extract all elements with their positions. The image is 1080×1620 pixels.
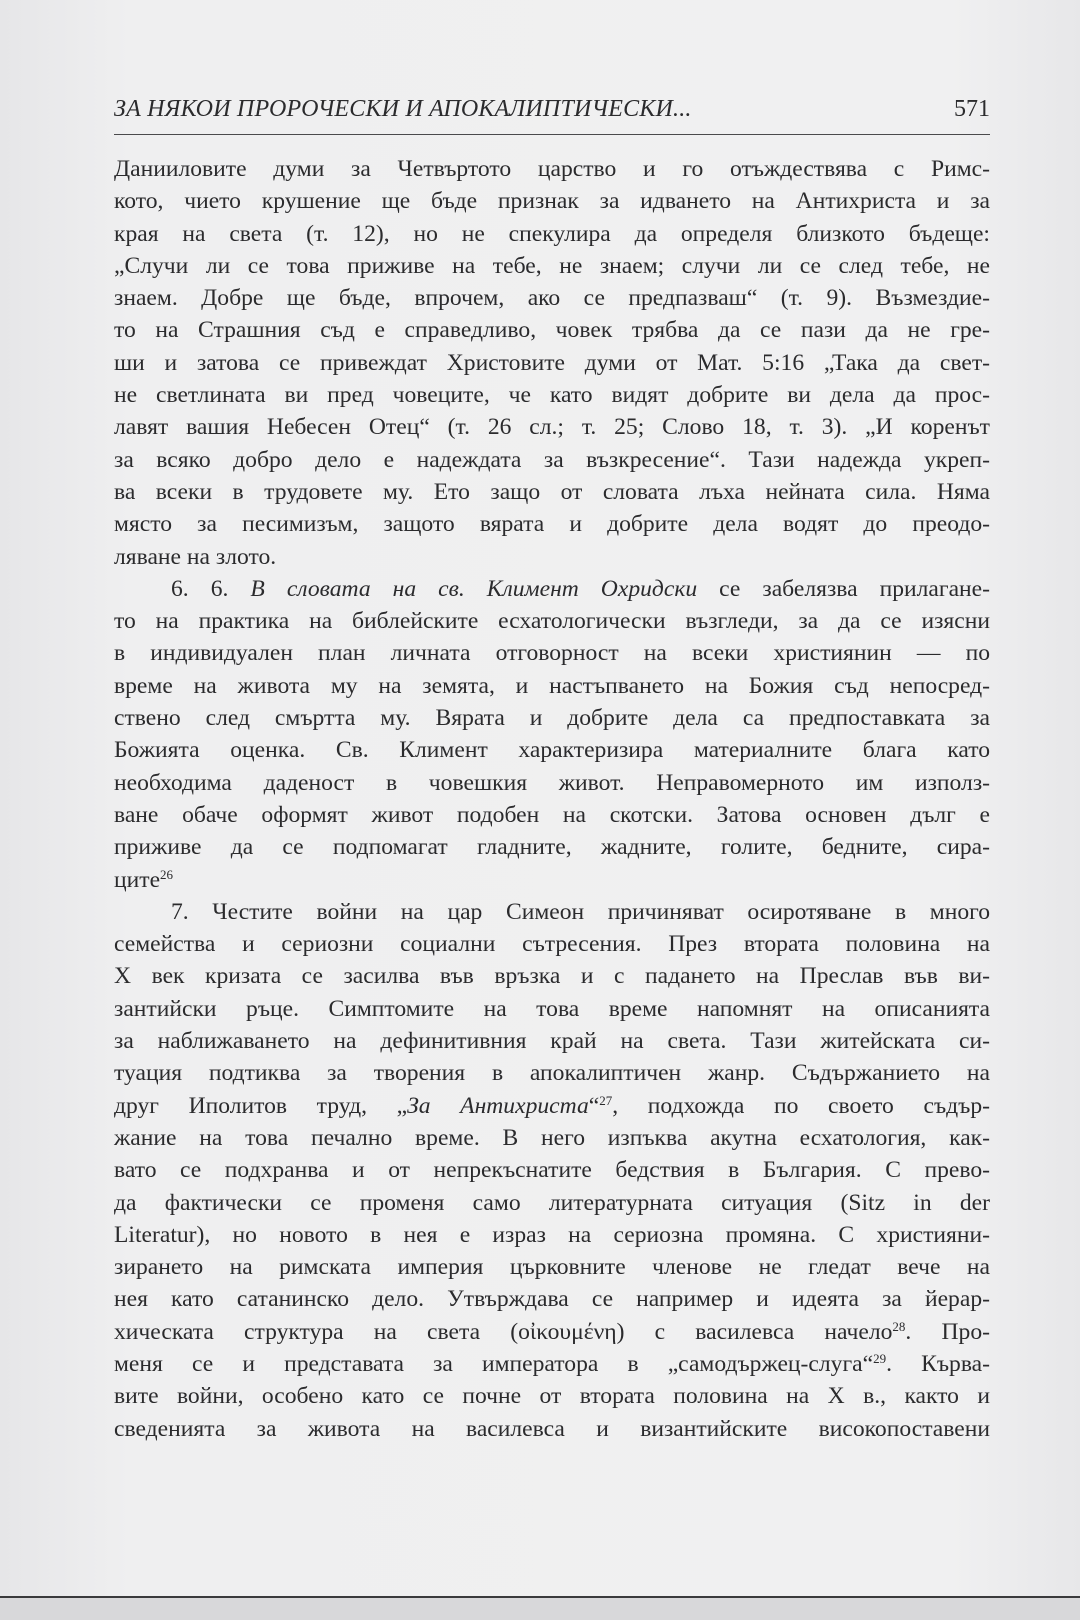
footnote-ref-28: 28	[892, 1318, 906, 1334]
text-line: за всяко добро дело е надеждата за възкресение“. Тази надежда укреп-	[114, 446, 990, 473]
paragraph-6-first-line	[114, 573, 990, 605]
text-line: туация подтиква за творения в апокалиптичен жанр. Съдържанието на	[114, 1060, 990, 1087]
text-line: X век кризата се засилва във връзка и с падането на Преслав във ви-	[114, 963, 990, 990]
footnote-ref-27: 27	[599, 1092, 613, 1108]
text-line: нея като сатанинско дело. Утвърждава се например и идеята за йерар-	[114, 1286, 990, 1313]
text-line: вато се подхранва и от непрекъснатите бедствия в България. С прево-	[114, 1157, 990, 1184]
text-line: ване обаче оформят живот подобен на скотски. Затова основен дълг е	[114, 801, 990, 828]
footnote-ref-29: 29	[873, 1350, 887, 1366]
text-line: място за песимизъм, защото вярата и добрите дела водят до преодо-	[114, 511, 990, 538]
text-line: ши и затова се привеждат Христовите думи от Мат. 5:16 „Така да свет-	[114, 349, 990, 376]
text-line: ва всеки в трудовете му. Ето защо от словата лъха нейната сила. Няма	[114, 478, 990, 505]
text-line: кото, чието крушение ще бъде признак за идването на Антихриста и за	[114, 188, 990, 215]
text-fragment: , подхожда по своето съдър-	[612, 1092, 990, 1119]
text-fragment: . Кърва-	[886, 1350, 990, 1377]
text-line	[114, 1348, 990, 1380]
text-line: да фактически се променя само литературната ситуация (Sitz in der	[114, 1189, 990, 1216]
running-header	[114, 94, 990, 135]
page-number: 571	[954, 96, 990, 122]
footnote-ref-26: 26	[160, 866, 174, 882]
text-line: зантийски ръце. Симптомите на това време напомнят на описанията	[114, 995, 990, 1022]
body-text	[114, 153, 990, 1445]
text-fragment: друг Иполитов труд, „	[114, 1092, 408, 1119]
text-line: Божията оценка. Св. Климент характеризира материалните блага като	[114, 737, 990, 764]
text-line: Данииловите думи за Четвъртото царство и го отъждествява с Римс-	[114, 156, 990, 182]
text-fragment: меня се и представата за императора в „самодържец-слуга“	[114, 1350, 874, 1377]
text-fragment: се забелязва прилагане-	[697, 575, 990, 602]
italic-title: За Антихриста	[407, 1092, 589, 1119]
paragraph-7-first-line: 7. Честите войни на цар Симеон причиняват осиротяване в много	[171, 898, 990, 925]
text-line: семейства и сериозни социални сътресения. През втората половина на	[114, 931, 990, 958]
text-line	[114, 864, 990, 896]
text-fragment: “	[588, 1092, 600, 1119]
text-line: необходима даденост в човешкия живот. Неправомерното им използ-	[114, 769, 990, 796]
text-line: то на Страшния съд е справедливо, човек трябва да се пази да не гре-	[114, 317, 990, 344]
text-line: Literatur), но новото в нея е израз на сериозна промяна. С християни-	[114, 1221, 990, 1248]
text-line: в индивидуален план личната отговорност на всеки християнин — по	[114, 640, 990, 667]
text-line: време на живота му на земята, и настъпването на Божия съд непосред-	[114, 672, 990, 699]
text-line	[114, 1090, 990, 1122]
text-line: зирането на римската империя църковните членове не гледат вече на	[114, 1254, 990, 1281]
paragraph-number: 6. 6.	[171, 575, 251, 602]
text-line: ляване на злото.	[114, 543, 277, 570]
text-line: за наближаването на дефинитивния край на света. Тази житейската си-	[114, 1028, 990, 1055]
text-line: знаем. Добре ще бъде, впрочем, ако се предпазваш“ (т. 9). Възмездие-	[114, 285, 990, 312]
text-line: ствено след смъртта му. Вярата и добрите дела са предпоставката за	[114, 705, 990, 732]
running-title: ЗА НЯКОИ ПРОРОЧЕСКИ И АПОКАЛИПТИЧЕСКИ...	[114, 96, 692, 122]
text-fragment: . Про-	[905, 1318, 990, 1345]
text-line: сведенията за живота на василевса и византийските високопоставени	[114, 1415, 990, 1442]
text-line: не светлината ви пред човеците, че като видят добрите ви дела да прос-	[114, 382, 990, 409]
page-bottom-edge	[0, 1596, 1080, 1620]
text-line: лавят вашия Небесен Отец“ (т. 26 сл.; т. 25; Слово 18, т. 3). „И коренът	[114, 414, 990, 441]
text-line: „Случи ли се това приживе на тебе, не знаем; случи ли се след тебе, не	[114, 252, 990, 279]
text-line: то на практика на библейските есхатологически възгледи, за да се изясни	[114, 608, 990, 635]
text-line: вите войни, особено като се почне от втората половина на X в., както и	[114, 1383, 990, 1410]
text-line: приживе да се подпомагат гладните, жадните, голите, бедните, сира-	[114, 834, 990, 861]
text-fragment: ците	[114, 866, 161, 893]
text-line: жание на това печално време. В него изпъква акутна есхатология, как-	[114, 1124, 990, 1151]
italic-phrase: В словата на св. Климент Охридски	[250, 575, 698, 602]
text-line: края на света (т. 12), но не спекулира да определя близкото бъдеще:	[114, 220, 990, 247]
text-line	[114, 1316, 990, 1348]
text-fragment: хическата структура на света (οἰκουμένη) с василевса начело	[114, 1318, 893, 1345]
